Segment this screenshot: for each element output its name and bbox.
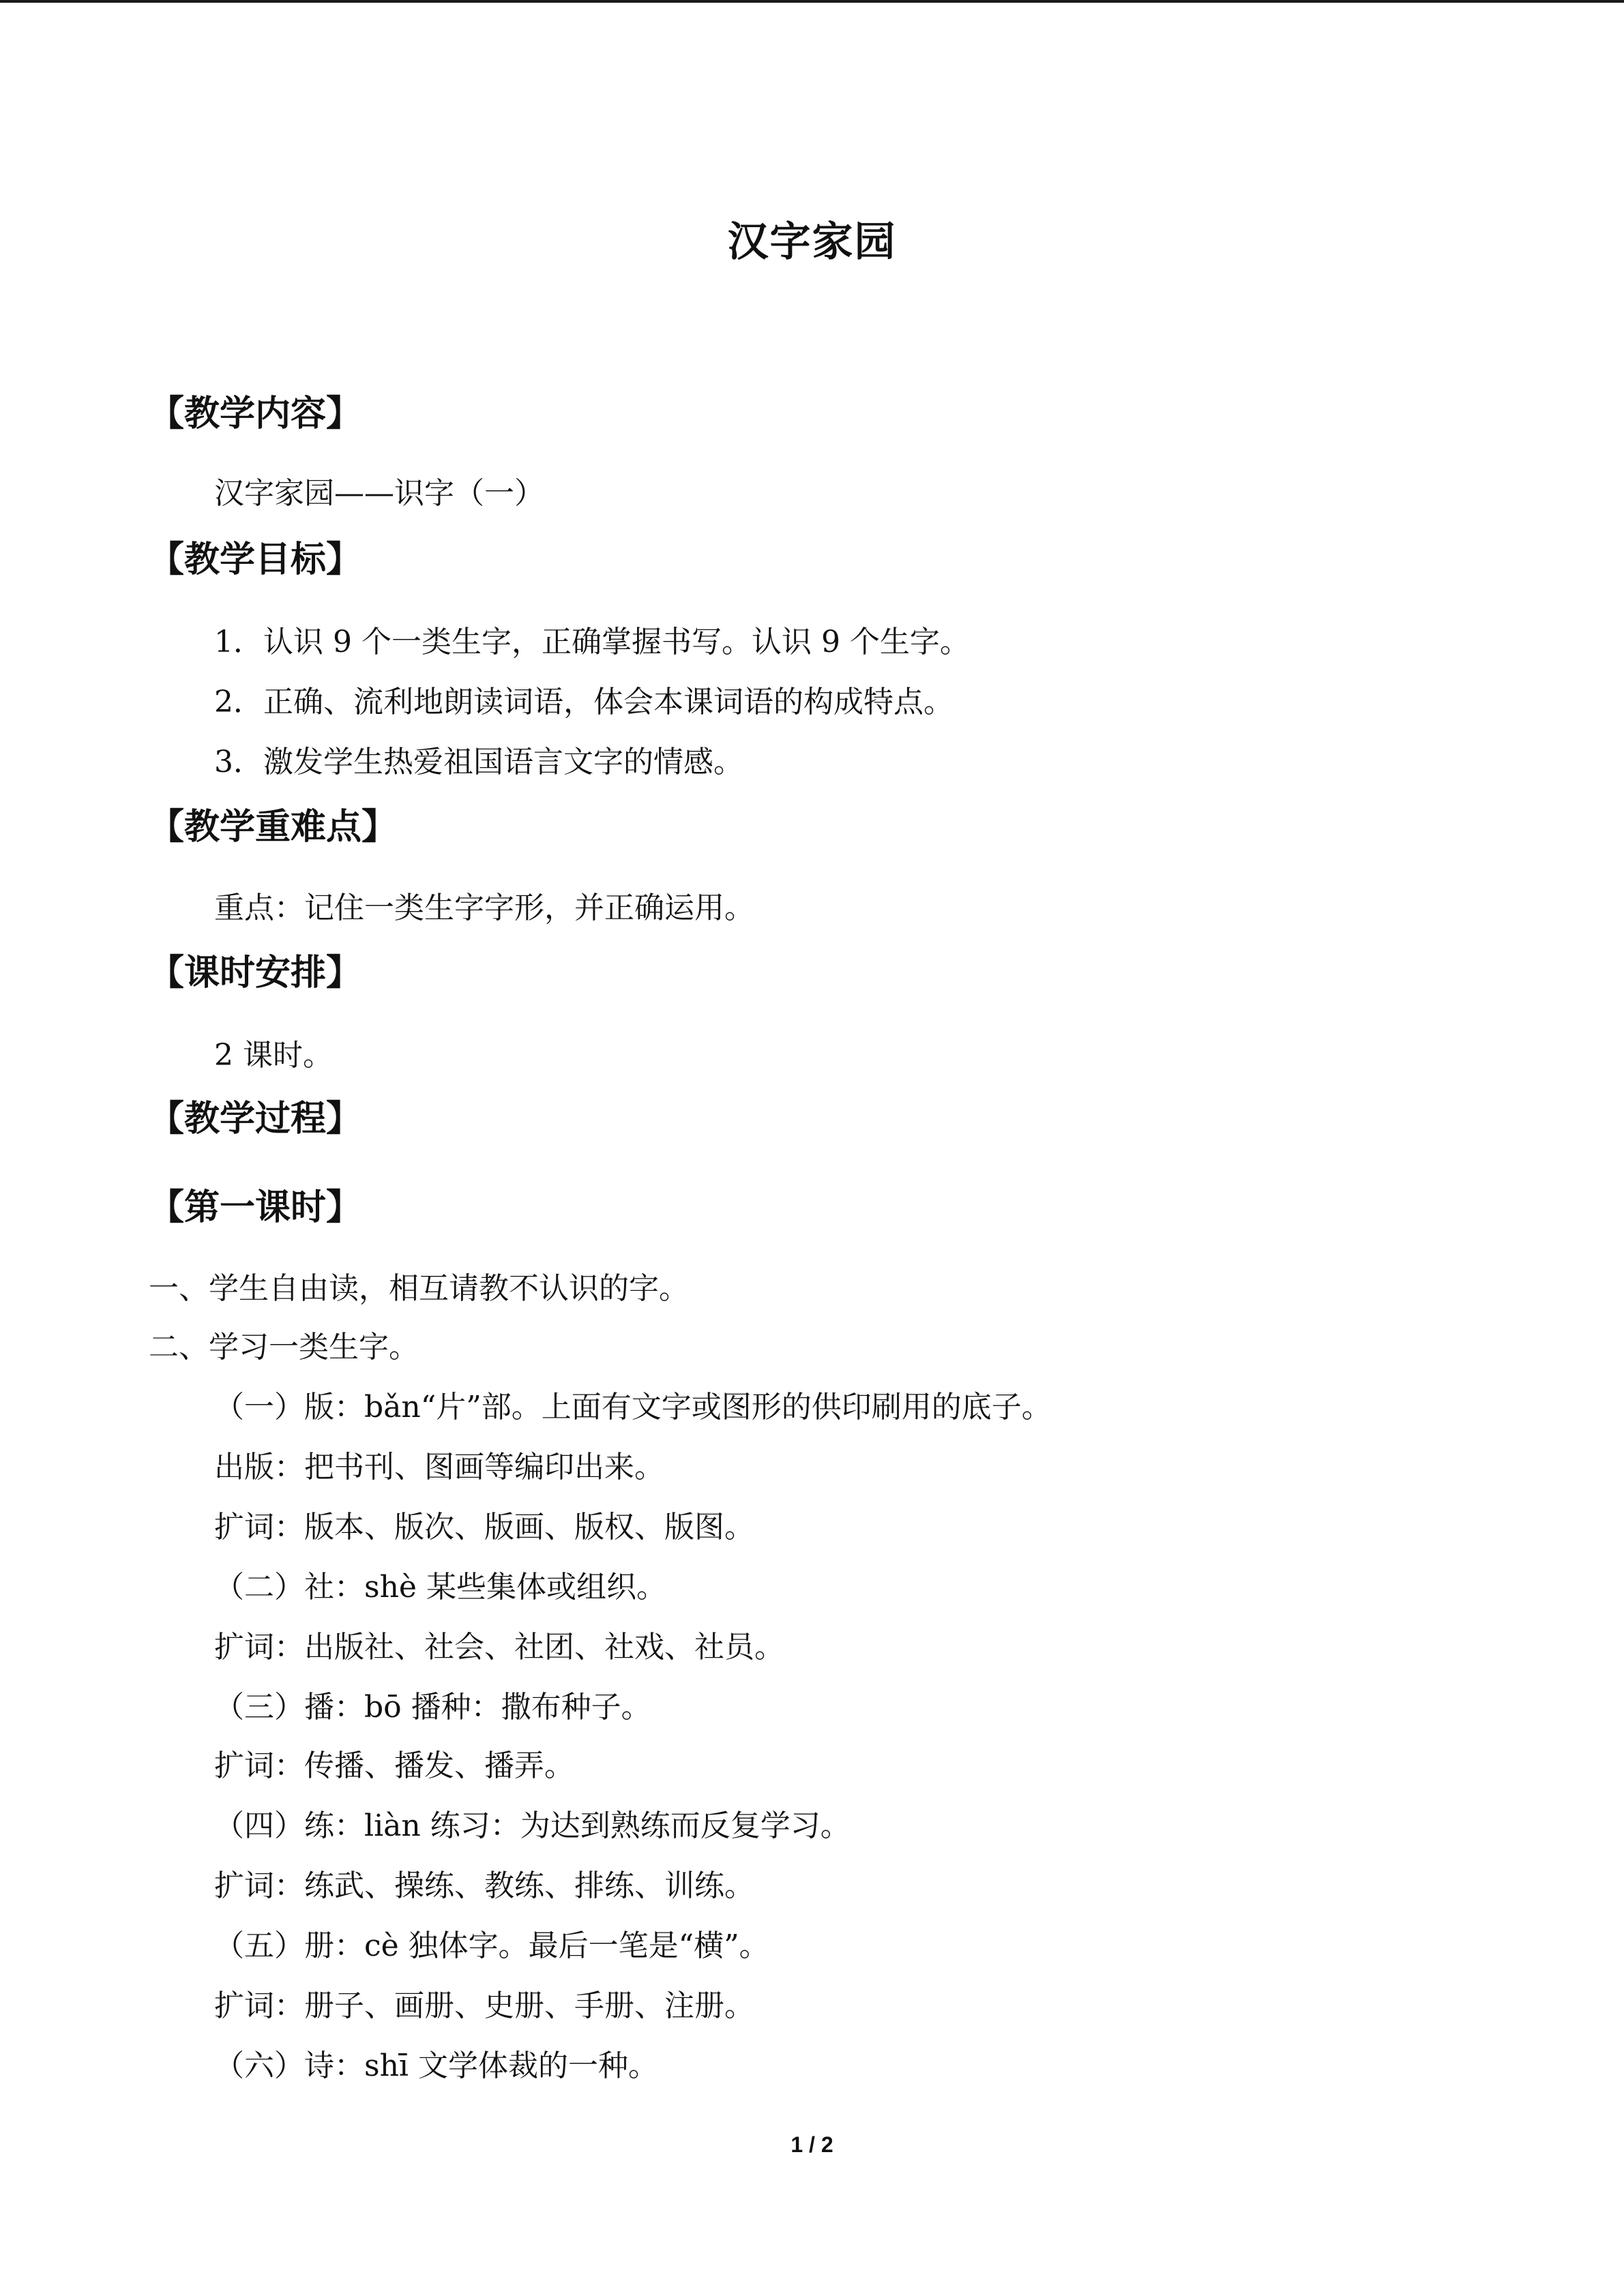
detail-line: （四）练：liàn 练习：为达到熟练而反复学习。 [214, 1808, 851, 1843]
teaching-content-text: 汉字家园——识字（一） [214, 476, 544, 511]
goal-item-1: 1．认识 9 个一类生字，正确掌握书写。认识 9 个生字。 [214, 625, 970, 659]
detail-line: 扩词：册子、画册、史册、手册、注册。 [214, 1988, 754, 2023]
heading-teaching-goals: 【教学目标】 [149, 539, 362, 580]
page-number: 1 / 2 [791, 2132, 833, 2157]
heading-teaching-process: 【教学过程】 [149, 1099, 362, 1139]
detail-line: （三）播：bō 播种：撒布种子。 [214, 1690, 651, 1725]
schedule-text: 2 课时。 [214, 1038, 333, 1073]
step-item-1: 一、学生自由读，相互请教不认识的字。 [149, 1271, 689, 1306]
detail-line: 出版：把书刊、图画等编印出来。 [214, 1450, 664, 1485]
detail-line: （六）诗：shī 文学体裁的一种。 [214, 2048, 658, 2083]
step-item-2: 二、学习一类生字。 [149, 1330, 419, 1365]
detail-line: 扩词：版本、版次、版画、版权、版图。 [214, 1510, 754, 1545]
detail-line: （二）社：shè 某些集体或组织。 [214, 1570, 666, 1605]
detail-line: 扩词：传播、播发、播弄。 [214, 1748, 574, 1783]
detail-line: 扩词：练武、操练、教练、排练、训练。 [214, 1868, 754, 1903]
goal-item-2: 2．正确、流利地朗读词语，体会本课词语的构成特点。 [214, 685, 954, 719]
detail-line: （五）册：cè 独体字。最后一笔是“横”。 [214, 1928, 769, 1963]
heading-key-points: 【教学重难点】 [149, 807, 398, 848]
document-title: 汉字家园 [727, 218, 897, 266]
key-points-text: 重点：记住一类生字字形，并正确运用。 [214, 891, 754, 925]
heading-teaching-content: 【教学内容】 [149, 393, 362, 434]
detail-line: （一）版：bǎn“片”部。上面有文字或图形的供印刷用的底子。 [214, 1390, 1052, 1425]
heading-first-lesson: 【第一课时】 [149, 1187, 362, 1228]
detail-line: 扩词：出版社、社会、社团、社戏、社员。 [214, 1630, 784, 1665]
heading-schedule: 【课时安排】 [149, 953, 362, 994]
goal-item-3: 3．激发学生热爱祖国语言文字的情感。 [214, 745, 743, 779]
